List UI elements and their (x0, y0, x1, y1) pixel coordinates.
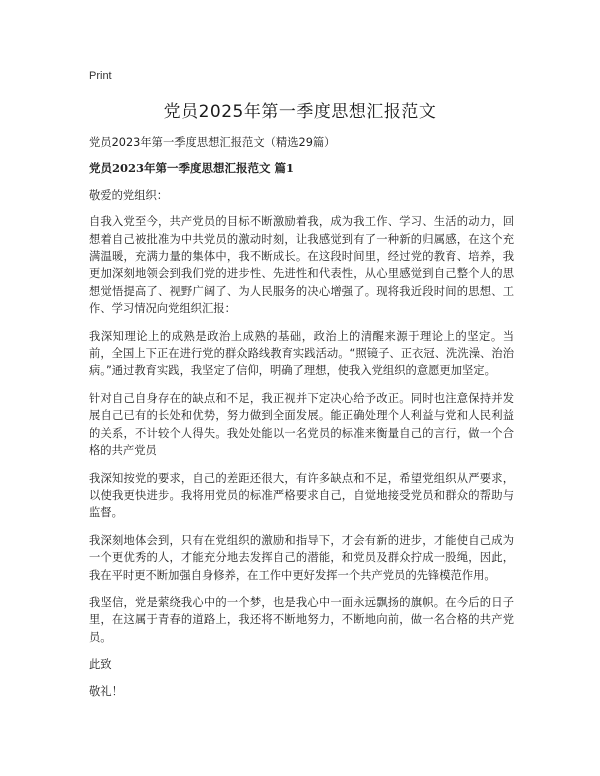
body-paragraph: 我坚信，党是萦绕我心中的一个梦，也是我心中一面永远飘扬的旗帜。在今后的日子里，在这属于青春的道路上，我还将不断地努力，不断地向前，做一名合格的共产党员。 (89, 595, 514, 644)
document-subtitle: 党员2023年第一季度思想汇报范文（精选29篇） (89, 136, 336, 149)
body-paragraph: 我深知按党的要求，自己的差距还很大，有许多缺点和不足，希望党组织从严要求，以使我更快进步。我将用党员的标准严格要求自己，自觉地接受党员和群众的帮助与监督。 (89, 471, 514, 520)
body-paragraph: 我深知理论上的成熟是政治上成熟的基础，政治上的清醒来源于理论上的坚定。当前，全国上下正在进行党的群众路线教育实践活动。“照镜子、正衣冠、洗洗澡、治治病。”通过教育实践，我坚定了信仰，明确了理想，使我入党组织的意愿更加坚定。 (89, 329, 514, 378)
body-paragraph: 自我入党至今，共产党员的目标不断激励着我，成为我工作、学习、生活的动力，回想着自己被批准为中共党员的激动时刻，让我感觉到有了一种新的归属感，在这个充满温暖，充满力量的集体中，我不断成长。在这段时间里，经过党的教育、培养，我更加深刻地领会到我们党的进步性、先进性和代表性，从心里感觉到自己整个人的思想觉悟提高了、视野广阔了、为人民服务的决心增强了。现将我近段时间的思想、工作、学习情况向党组织汇报： (89, 215, 514, 316)
print-link[interactable]: Print (89, 70, 112, 82)
document-body (89, 134, 514, 709)
section-heading: 党员2023年第一季度思想汇报范文 篇1 (89, 161, 295, 176)
body-paragraph: 我深刻地体会到，只有在党组织的激励和指导下，才会有新的进步，才能使自己成为一个更优秀的人，才能充分地去发挥自己的潜能，和党员及群众拧成一股绳，因此，我在平时更不断加强自身修养，在工作中更好发挥一个共产党员的先锋模范作用。 (89, 533, 514, 582)
salutation: 敬爱的党组织： (89, 188, 169, 202)
closing-salute: 敬礼！ (89, 684, 123, 698)
document-title: 党员2025年第一季度思想汇报范文 (163, 102, 437, 122)
body-paragraph: 针对自己自身存在的缺点和不足，我正视并下定决心给予改正。同时也注意保持并发展自己已有的长处和优势，努力做到全面发展。能正确处理个人利益与党和人民利益的关系，不计较个人得失。我处处能以一名党员的标准来衡量自己的言行，做一个合格的共产党员 (89, 391, 514, 458)
closing-line: 此致 (89, 658, 112, 672)
